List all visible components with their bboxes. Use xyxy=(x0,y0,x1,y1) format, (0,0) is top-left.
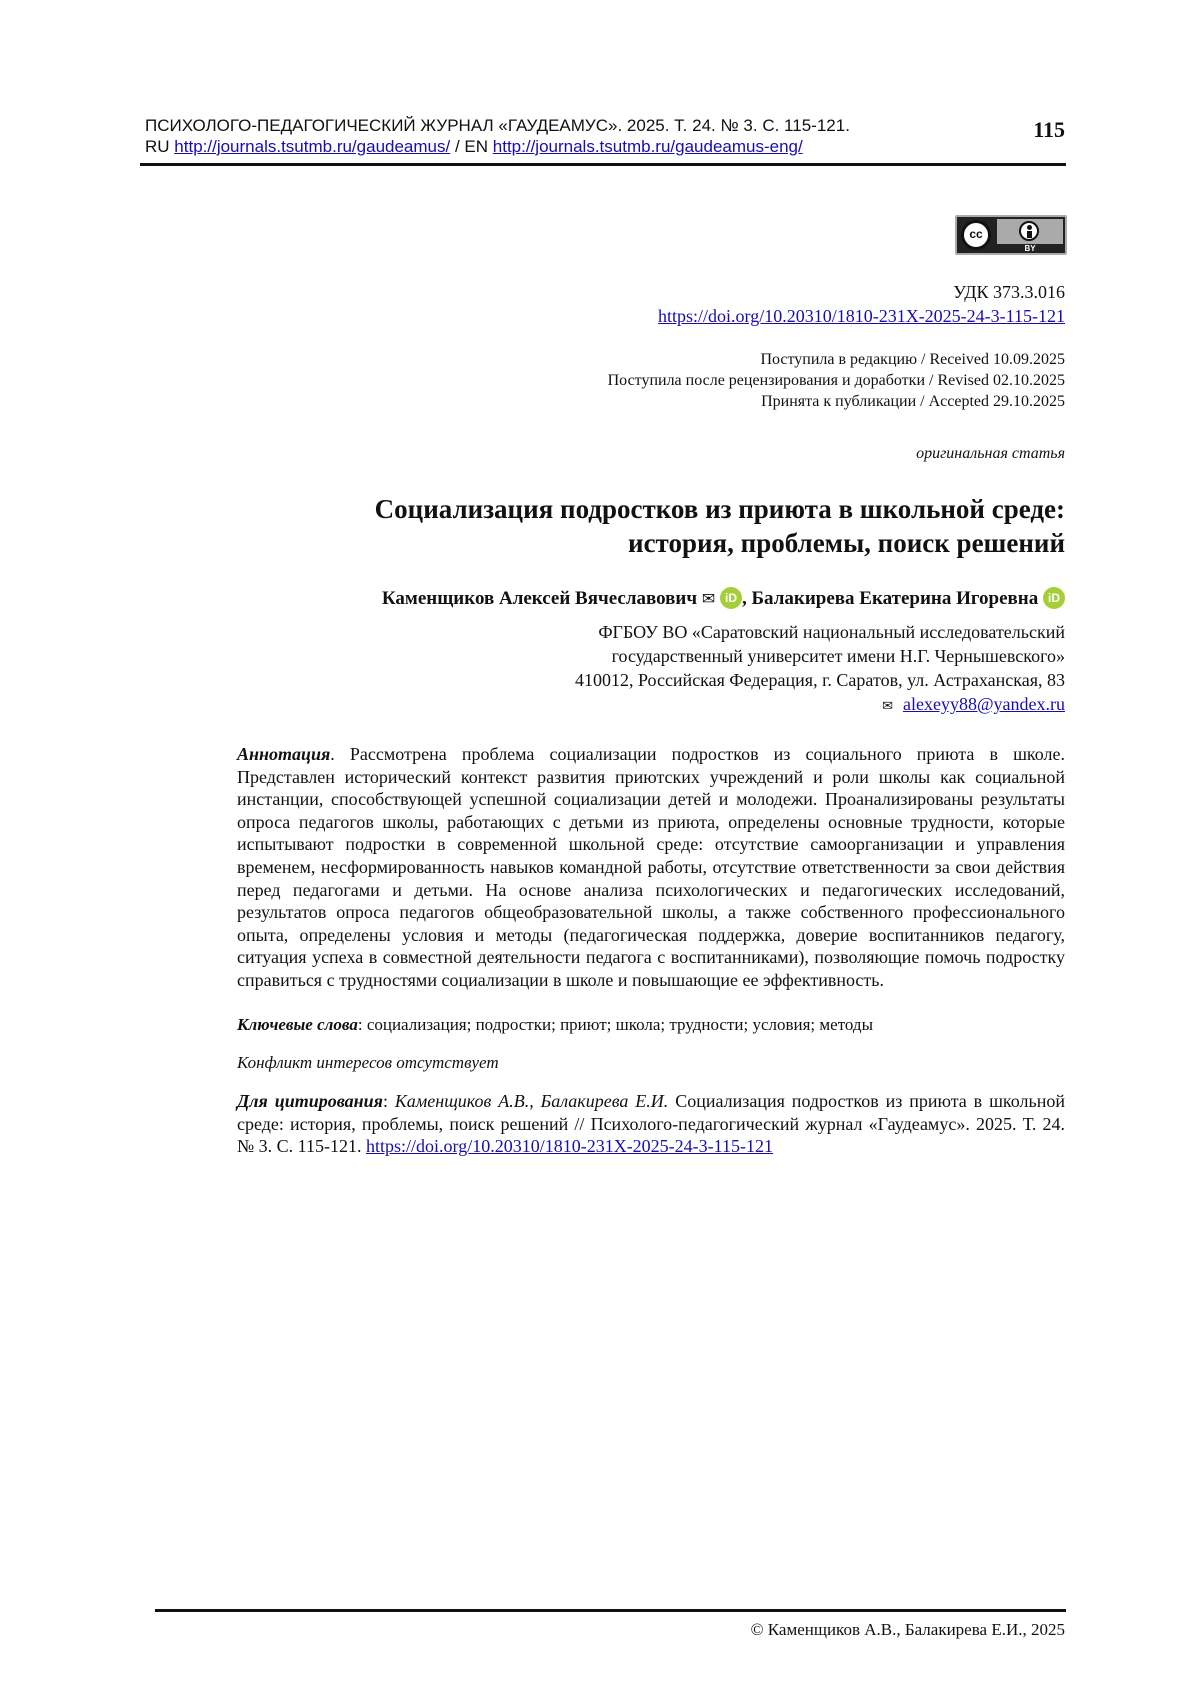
journal-citation-line: ПСИХОЛОГО-ПЕДАГОГИЧЕСКИЙ ЖУРНАЛ «ГАУДЕАМУС». 2025. Т. 24. № 3. С. 115-121. xyxy=(145,116,850,135)
email-line xyxy=(575,692,1065,719)
mail-icon: ✉ xyxy=(882,699,893,714)
affiliation-line-2: государственный университет имени Н.Г. Чернышевского» xyxy=(611,646,1065,666)
cc-by-license-badge[interactable] xyxy=(955,215,1067,255)
citation-block xyxy=(237,1090,1065,1158)
keywords xyxy=(237,1014,1065,1036)
ru-label: RU xyxy=(145,137,170,156)
revised-date: Поступила после рецензирования и доработки / Revised 02.10.2025 xyxy=(607,372,1065,389)
title-line-2: история, проблемы, поиск решений xyxy=(628,528,1065,558)
udk-block xyxy=(658,280,1065,328)
orcid-icon[interactable]: iD xyxy=(720,587,742,609)
title-line-1: Социализация подростков из приюта в школьной среде: xyxy=(374,494,1065,524)
doi-link[interactable]: https://doi.org/10.20310/1810-231X-2025-24-3-115-121 xyxy=(658,306,1065,326)
citation-label: Для цитирования xyxy=(237,1091,383,1111)
mail-icon[interactable]: ✉ xyxy=(701,589,716,608)
article-type: оригинальная статья xyxy=(916,445,1065,462)
page-number: 115 xyxy=(1033,117,1065,142)
udk-code: УДК 373.3.016 xyxy=(953,282,1065,302)
abstract xyxy=(237,743,1065,992)
orcid-icon[interactable]: iD xyxy=(1043,587,1065,609)
authors-line xyxy=(382,587,1065,611)
conflict-of-interest: Конфликт интересов отсутствует xyxy=(237,1053,499,1072)
running-header xyxy=(145,115,1065,157)
header-rule xyxy=(140,163,1066,166)
keywords-label: Ключевые слова xyxy=(237,1015,358,1034)
en-journal-link[interactable]: http://journals.tsutmb.ru/gaudeamus-eng/ xyxy=(492,137,803,156)
email-link[interactable]: alexeyy88@yandex.ru xyxy=(902,694,1065,714)
citation-colon: : xyxy=(382,1091,395,1111)
en-separator: / EN xyxy=(454,137,489,156)
received-date: Поступила в редакцию / Received 10.09.2025 xyxy=(760,351,1065,368)
cc-icon: cc xyxy=(961,220,991,250)
ru-journal-link[interactable]: http://journals.tsutmb.ru/gaudeamus/ xyxy=(174,137,451,156)
attribution-person-icon xyxy=(1019,221,1039,241)
author-1-name: Каменщиков Алексей Вячеславович xyxy=(381,588,698,609)
accepted-date: Принята к публикации / Accepted 29.10.2025 xyxy=(761,393,1065,410)
abstract-label: Аннотация xyxy=(237,744,331,764)
copyright: © Каменщиков А.В., Балакирева Е.И., 2025 xyxy=(750,1620,1065,1639)
abstract-text: . Рассмотрена проблема социализации подростков из социального приюта в школе. Представлен исторический контекст развития приютских учреждений и роли школы как социальной инстанции, способствующей успешной социализации детей и молодежи. Проанализированы результаты опроса педагогов школы, работающих с детьми из приюта, определены основные трудности, которые испытывают подростки в современной школьной среде: отсутствие самоорганизации и управления временем, несформированность навыков командной работы, отсутствие ответственности за свои действия перед педагогами и детьми. На основе анализа психологических и педагогических исследований, результатов опроса педагогов общеобразовательной школы, а также собственного профессионального опыта, определены условия и методы (педагогическая поддержка, доверие воспитанников педагогу, ситуация успеха в совместной деятельности педагога с воспитанниками), позволяющие помочь подростку справиться с трудностями социализации в школе и повышающие ее эффективность. xyxy=(237,744,1065,990)
by-label: BY xyxy=(1024,244,1036,253)
footer-rule xyxy=(155,1609,1066,1612)
author-2-name: , Балакирева Екатерина Игоревна xyxy=(741,588,1039,609)
citation-text: Социализация подростков из приюта в школьной среде: история, проблемы, поиск решений // Психолого-педагогический журнал «Гаудеамус». 2025. Т. 24. № 3. С. 115-121. xyxy=(237,1091,1065,1157)
journal-urls-line xyxy=(145,136,1065,157)
license-bar xyxy=(997,219,1063,244)
affiliation-block xyxy=(575,620,1065,719)
article-title xyxy=(165,492,1065,560)
publication-dates xyxy=(608,349,1065,412)
citation-doi-link[interactable]: https://doi.org/10.20310/1810-231X-2025-24-3-115-121 xyxy=(366,1136,773,1157)
citation-authors: Каменщиков А.В., Балакирева Е.И. xyxy=(394,1091,669,1111)
affiliation-line-1: ФГБОУ ВО «Саратовский национальный исследовательский xyxy=(598,622,1065,642)
keywords-text: : социализация; подростки; приют; школа; трудности; условия; методы xyxy=(357,1015,873,1034)
affiliation-address: 410012, Российская Федерация, г. Саратов, ул. Астраханская, 83 xyxy=(574,670,1065,690)
